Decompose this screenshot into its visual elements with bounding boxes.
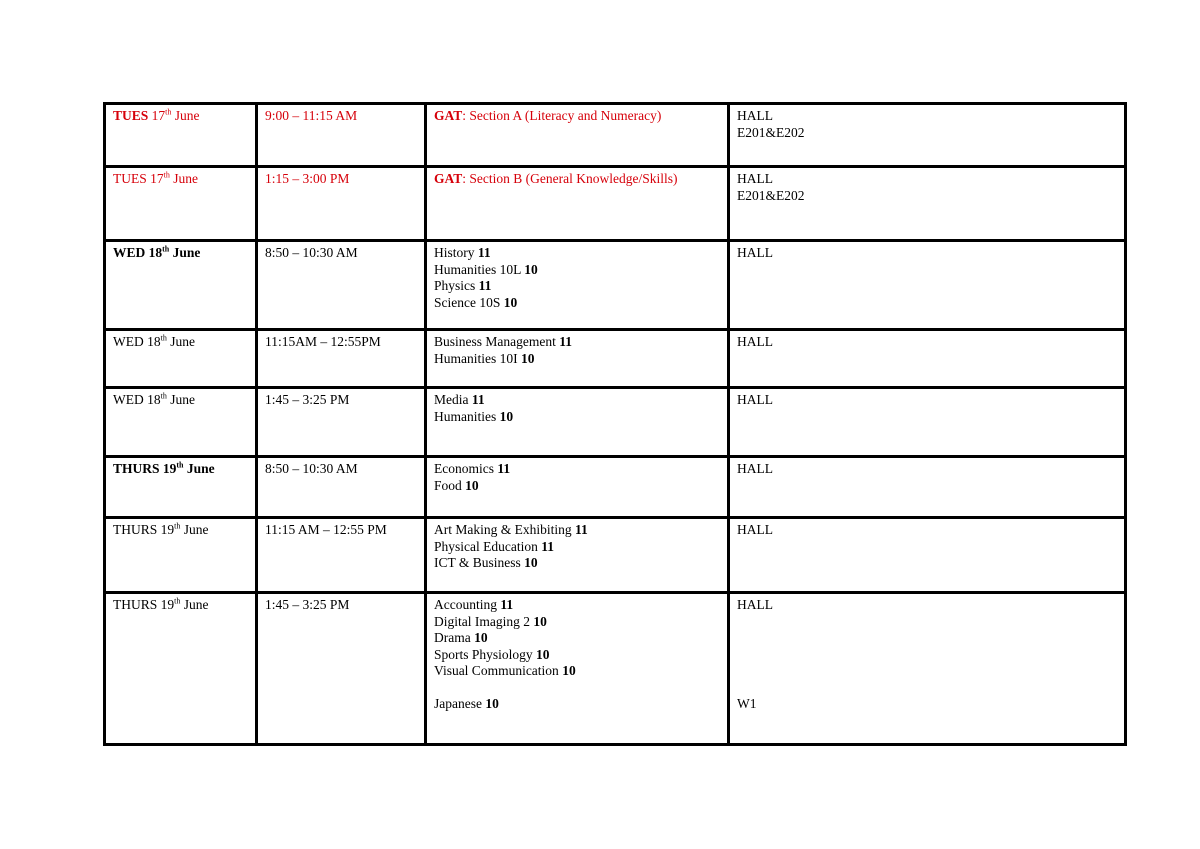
year-level: 10 — [562, 663, 576, 678]
subject-line — [434, 278, 721, 295]
subject-name: Humanities 10I — [434, 350, 518, 366]
day-label: WED — [113, 392, 144, 407]
year-level: 11 — [541, 538, 554, 554]
table-row — [105, 104, 1126, 167]
subject-name: Digital Imaging 2 — [434, 613, 530, 629]
date-cell — [105, 518, 257, 593]
time-cell — [257, 104, 426, 167]
time-cell — [257, 167, 426, 241]
subject-name: Drama — [434, 630, 471, 645]
date-suffix: th — [160, 391, 167, 401]
time-label: 11:15AM – 12:55PM — [265, 334, 381, 349]
venue-line: HALL — [737, 461, 773, 476]
subject-cell — [426, 104, 729, 167]
subject-line — [434, 478, 721, 495]
year-level: 10 — [533, 613, 547, 629]
venue-line: E201&E202 — [737, 187, 805, 203]
table-row — [105, 457, 1126, 518]
year-level: 11 — [471, 392, 485, 407]
year-level: 10 — [499, 408, 514, 424]
date-suffix: th — [163, 170, 170, 180]
table-row — [105, 167, 1126, 241]
time-cell — [257, 518, 426, 593]
day-label: THURS — [113, 461, 160, 476]
subject-name: Japanese — [434, 696, 482, 711]
time-label: 11:15 AM – 12:55 PM — [265, 522, 387, 537]
time-cell — [257, 388, 426, 457]
venue-cell — [729, 457, 1126, 518]
subject-name: Science 10S — [434, 294, 501, 310]
subject-name: History — [434, 245, 475, 260]
date-cell — [105, 388, 257, 457]
year-level: 10 — [485, 696, 499, 711]
date-cell — [105, 104, 257, 167]
subject-name: Physics — [434, 278, 476, 293]
subject-line — [434, 614, 721, 631]
subject-line — [434, 262, 721, 279]
venue-cell — [729, 518, 1126, 593]
day-label: TUES — [113, 171, 147, 186]
time-label: 8:50 – 10:30 AM — [265, 461, 358, 476]
subject-prefix: GAT — [434, 171, 463, 186]
month-label: June — [173, 171, 198, 186]
month-label: June — [170, 334, 195, 349]
time-cell — [257, 330, 426, 388]
year-level: 10 — [503, 294, 518, 310]
line-spacer — [737, 663, 1118, 680]
month-label: June — [183, 522, 209, 537]
venue-line: HALL — [737, 522, 773, 537]
date-cell — [105, 241, 257, 330]
subject-name: Business Management — [434, 334, 556, 349]
year-level: 10 — [524, 555, 538, 570]
subject-line — [434, 555, 721, 572]
date-cell — [105, 167, 257, 241]
day-label: WED — [113, 334, 144, 349]
month-label: June — [183, 597, 209, 612]
subject-name: Art Making & Exhibiting — [434, 522, 572, 537]
year-level: 11 — [575, 522, 588, 537]
venue-line: HALL — [737, 334, 773, 349]
date-suffix: th — [165, 107, 172, 117]
table-row — [105, 241, 1126, 330]
subject-cell — [426, 457, 729, 518]
subject-name: Media — [434, 392, 469, 407]
date-number: 18 — [147, 392, 161, 407]
date-cell — [105, 593, 257, 745]
time-cell — [257, 457, 426, 518]
line-spacer — [737, 680, 1118, 697]
year-level: 10 — [536, 646, 550, 662]
month-label: June — [172, 245, 201, 260]
subject-line — [434, 461, 721, 478]
day-label: WED — [113, 245, 146, 260]
subject-line — [434, 696, 721, 713]
subject-name: Economics — [434, 461, 494, 476]
subject-line — [434, 392, 721, 409]
date-suffix: th — [160, 333, 167, 343]
day-label: THURS — [113, 522, 158, 537]
year-level: 10 — [474, 630, 488, 645]
subject-line — [434, 630, 721, 647]
subject-name: Physical Education — [434, 538, 538, 554]
venue-cell — [729, 167, 1126, 241]
venue-line: HALL — [737, 171, 773, 186]
subject-prefix: GAT — [434, 108, 463, 123]
date-number: 19 — [160, 522, 175, 537]
subject-name: Food — [434, 477, 462, 493]
table-row — [105, 518, 1126, 593]
time-label: 1:45 – 3:25 PM — [265, 392, 350, 407]
subject-name: Humanities 10L — [434, 261, 521, 277]
date-cell — [105, 457, 257, 518]
year-level: 10 — [524, 261, 538, 277]
subject-name: Visual Communication — [434, 663, 559, 678]
subject-name: ICT & Business — [434, 555, 521, 570]
date-suffix: th — [162, 244, 170, 254]
subject-name: Accounting — [434, 597, 497, 612]
venue-line: E201&E202 — [737, 124, 805, 140]
time-label: 1:15 – 3:00 PM — [265, 171, 350, 186]
line-spacer — [737, 614, 1118, 631]
subject-cell — [426, 167, 729, 241]
date-cell — [105, 330, 257, 388]
table-row — [105, 388, 1126, 457]
subject-cell — [426, 241, 729, 330]
venue-line: HALL — [737, 392, 773, 407]
date-number: 19 — [162, 461, 177, 476]
venue-line: HALL — [737, 597, 773, 612]
date-suffix: th — [174, 596, 181, 606]
date-suffix: th — [176, 460, 184, 470]
year-level: 10 — [521, 350, 535, 366]
subject-line — [434, 663, 721, 680]
time-cell — [257, 593, 426, 745]
subject-name: Humanities — [434, 408, 497, 424]
subject-line — [434, 334, 721, 351]
venue-cell — [729, 104, 1126, 167]
time-cell — [257, 241, 426, 330]
venue-line: HALL — [737, 245, 773, 260]
subject-line — [434, 245, 721, 262]
year-level: 11 — [559, 334, 572, 349]
subject-line — [434, 522, 721, 539]
day-label: TUES — [113, 108, 149, 123]
subject-description: : Section B (General Knowledge/Skills) — [462, 171, 678, 186]
venue-cell — [729, 330, 1126, 388]
month-label: June — [186, 461, 215, 476]
exam-timetable — [103, 102, 1127, 746]
table-row — [105, 593, 1126, 745]
month-label: June — [170, 392, 195, 407]
line-spacer — [737, 630, 1118, 647]
subject-description: : Section A (Literacy and Numeracy) — [462, 108, 662, 123]
subject-cell — [426, 330, 729, 388]
subject-cell — [426, 388, 729, 457]
subject-line — [434, 295, 721, 312]
date-number: 18 — [148, 245, 163, 260]
year-level: 11 — [497, 461, 511, 476]
subject-line — [434, 539, 721, 556]
date-number: 17 — [151, 108, 166, 123]
date-suffix: th — [174, 521, 181, 531]
subject-line — [434, 597, 721, 614]
day-label: THURS — [113, 597, 158, 612]
year-level: 11 — [500, 597, 514, 612]
date-number: 17 — [150, 171, 164, 186]
venue-line: HALL — [737, 108, 773, 123]
venue-cell — [729, 388, 1126, 457]
subject-cell — [426, 518, 729, 593]
subject-line — [434, 351, 721, 368]
line-spacer — [737, 647, 1118, 664]
subject-name: Sports Physiology — [434, 646, 533, 662]
venue-cell — [729, 241, 1126, 330]
subject-line — [434, 409, 721, 426]
subject-cell — [426, 593, 729, 745]
venue-cell — [729, 593, 1126, 745]
subject-line — [434, 647, 721, 664]
line-spacer — [434, 680, 721, 697]
time-label: 9:00 – 11:15 AM — [265, 108, 358, 123]
month-label: June — [174, 108, 200, 123]
year-level: 10 — [465, 477, 479, 493]
date-number: 19 — [160, 597, 175, 612]
year-level: 11 — [478, 278, 492, 293]
time-label: 8:50 – 10:30 AM — [265, 245, 358, 260]
date-number: 18 — [147, 334, 161, 349]
venue-line: W1 — [737, 696, 757, 711]
year-level: 11 — [477, 245, 491, 260]
table-row — [105, 330, 1126, 388]
time-label: 1:45 – 3:25 PM — [265, 597, 350, 612]
